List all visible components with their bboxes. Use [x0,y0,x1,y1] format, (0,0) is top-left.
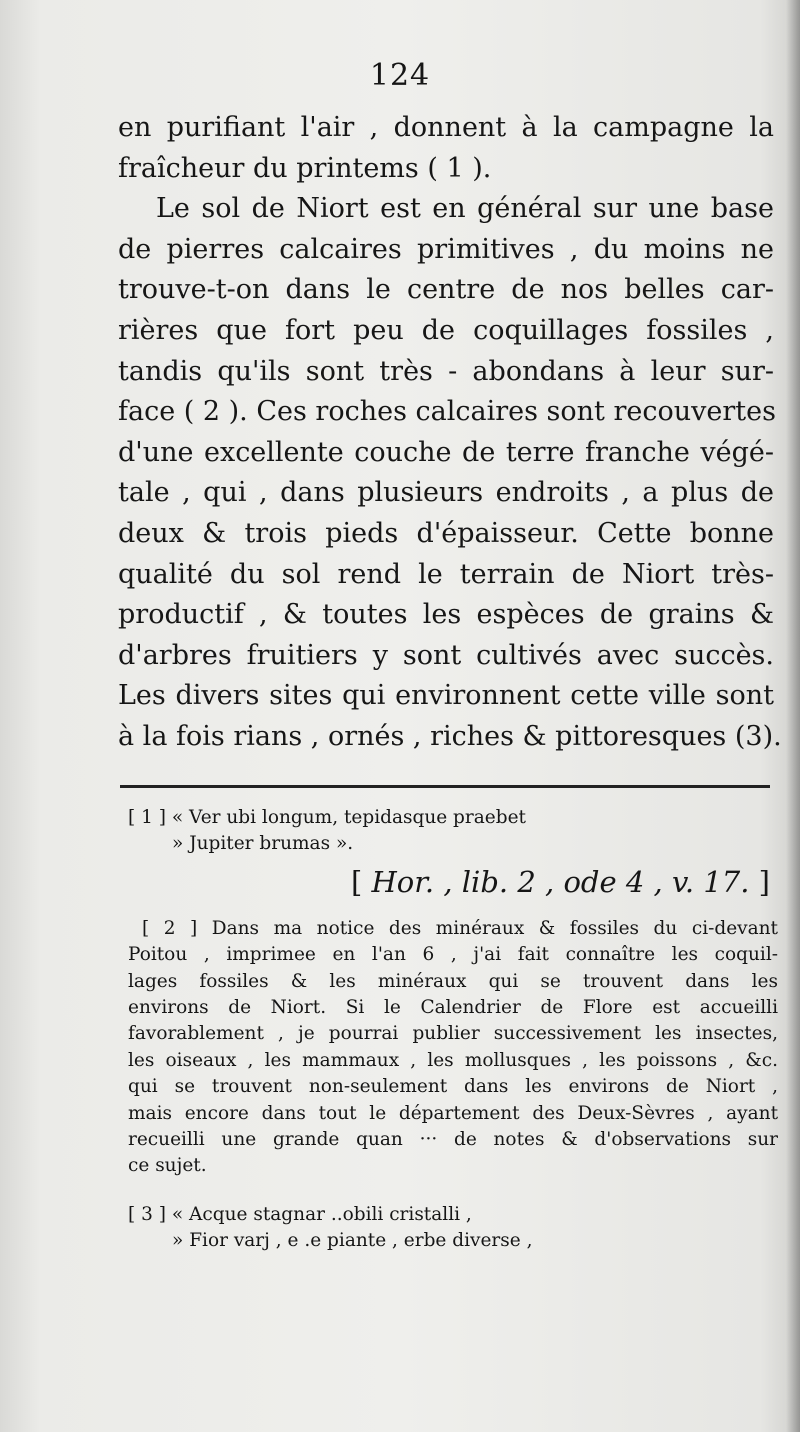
footnote-1 [128,805,778,904]
text-line: Le sol de Niort est en général sur une base [156,193,774,225]
citation-text: Hor. , lib. 2 , ode 4 , v. 17. [371,864,750,899]
text-line: d'une excellente couche de terre franche végé- [118,436,774,468]
footnote-line: favorablement , je pourrai publier successivement les insectes, [128,1023,778,1045]
footnote-line: recueilli une grande quan ··· de notes & d'observations sur [128,1129,778,1151]
footnote-3 [128,1202,778,1255]
footnote-line: ce sujet. [128,1155,207,1177]
text-line: tale , qui , dans plusieurs endroits , a plus de [118,477,774,509]
footnote-line: Poitou , imprimee en l'an 6 , j'ai fait connaître les coquil- [128,944,778,966]
footnote-line: [ 1 ] « Ver ubi longum, tepidasque praebet [128,807,526,828]
footnote-line: [ 3 ] « Acque stagnar ..obili cristalli , [128,1203,472,1225]
text-line: rières que fort peu de coquillages fossiles , [118,314,774,346]
footnote-line: » Jupiter brumas ». [172,833,354,855]
footnote-line: » Fior varj , e .e piante , erbe diverse , [172,1230,533,1252]
footnote-line: les oiseaux , les mammaux , les mollusques , les poissons , &c. [128,1049,778,1071]
text-line: qualité du sol rend le terrain de Niort très- [118,558,774,590]
text-line: en purifiant l'air , donnent à la campagne la [118,112,774,143]
footnote-line: mais encore dans tout le département des Deux-Sèvres , ayant [128,1102,778,1124]
footnote-line: lages fossiles & les minéraux qui se trouvent dans les [128,970,778,992]
text-line: fraîcheur du printems ( 1 ). [118,152,492,184]
text-line: d'arbres fruitiers y sont cultivés avec succès. [118,639,774,671]
text-line: tandis qu'ils sont très - abondans à leur sur- [118,355,774,387]
footnote-line: [ 2 ] Dans ma notice des minéraux & fossiles du ci-devant [142,917,778,939]
footnotes [128,805,778,1255]
text-line: Les divers sites qui environnent cette ville sont [118,680,774,712]
page-edge-shadow [786,0,800,1432]
text-line: productif , & toutes les espèces de grains & [118,599,774,631]
main-text [118,108,782,758]
footnote-2 [128,916,778,1180]
footnote-separator [120,785,770,788]
footnote-gap [128,1180,778,1202]
footnote-line: qui se trouvent non-seulement dans les environs de Niort , [128,1076,778,1098]
footnote-citation: [ Hor. , lib. 2 , ode 4 , v. 17. ] [350,864,770,899]
text-line: face ( 2 ). Ces roches calcaires sont recouvertes [118,396,776,428]
text-line: deux & trois pieds d'épaisseur. Cette bonne [118,517,774,549]
text-line: de pierres calcaires primitives , du moins ne [118,233,774,265]
text-line: trouve-t-on dans le centre de nos belles car- [118,274,774,306]
footnote-line: environs de Niort. Si le Calendrier de Flore est accueilli [128,997,778,1019]
page-number: 124 [369,58,431,93]
text-line: à la fois rians , ornés , riches & pittoresques (3). [118,720,782,752]
